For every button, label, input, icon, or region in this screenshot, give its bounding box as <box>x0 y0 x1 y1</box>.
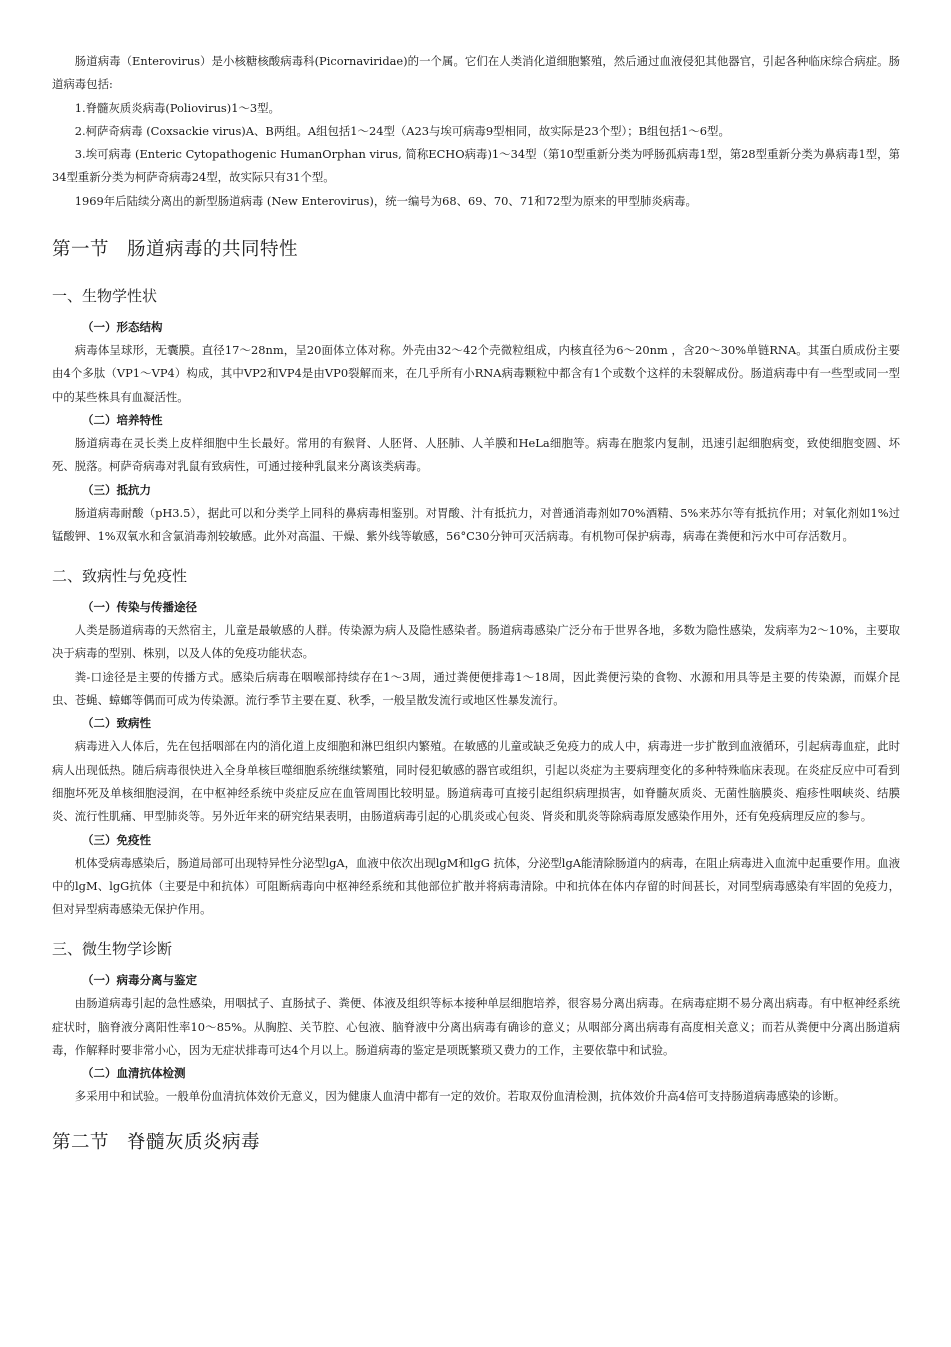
subheading-transmission: （一）传染与传播途径 <box>82 600 197 615</box>
paragraph-culture: 肠道病毒在灵长类上皮样细胞中生长最好。常用的有猴肾、人胚肾、人胚肺、人羊膜和HeLa细胞等。病毒在胞浆内复制，迅速引起细胞病变，致使细胞变圆、坏死、脱落。柯萨奇病毒对乳鼠有致病性，可通过接种乳鼠来分离该类病毒。 <box>52 435 900 474</box>
intro-list-item-coxsackie: 2.柯萨奇病毒 (Coxsackie virus)A、B两组。A组包括1～24型（A23与埃可病毒9型相同，故实际是23个型）；B组包括1～6型。 <box>74 123 730 138</box>
subheading-immunity: （三）免疫性 <box>82 832 151 847</box>
section-1-number: 第一节 <box>52 239 110 261</box>
intro-paragraph: 肠道病毒（Enterovirus）是小核糖核酸病毒科(Picornaviridae)的一个属。它们在人类消化道细胞繁殖，然后通过血液侵犯其他器官，引起各种临床综合病症。肠道病毒包括: <box>52 54 900 92</box>
section-1-title-text: 肠道病毒的共同特性 <box>127 239 299 261</box>
intro-new-enterovirus: 1969年后陆续分离出的新型肠道病毒 (New Enterovirus)，统一编号为68、69、70、71和72型为原来的甲型肺炎病毒。 <box>74 193 697 208</box>
part-2-heading: 二、致病性与免疫性 <box>52 567 188 586</box>
section-2-title <box>52 1130 900 1156</box>
intro-block <box>52 50 900 213</box>
subheading-serology: （二）血清抗体检测 <box>82 1066 186 1081</box>
intro-list-item-poliovirus: 1.脊髓灰质炎病毒(Poliovirus)1～3型。 <box>74 100 280 115</box>
paragraph-pathogenicity: 病毒进入人体后，先在包括咽部在内的消化道上皮细胞和淋巴组织内繁殖。在敏感的儿童或缺乏免疫力的成人中，病毒进一步扩散到血液循环，引起病毒血症，此时病人出现低热。随后病毒很快进入全身单核巨噬细胞系统继续繁殖，同时侵犯敏感的器官或组织，引起以炎症为主要病理变化的多种特殊临床表现。在炎症反应中可看到细胞坏死及单核细胞浸润，在中枢神经系统中炎症反应在血管周围比较明显。肠道病毒可直接引起组织病理损害，如脊髓灰质炎、无菌性脑膜炎、疱疹性咽峡炎、结膜炎、流行性肌痛、甲型肺炎等。另外近年来的研究结果表明，由肠道病毒引起的心肌炎或心包炎、肾炎和肌炎等除病毒原发感染作用外，还有免疫病理反应的参与。 <box>52 739 900 824</box>
paragraph-immunity: 机体受病毒感染后，肠道局部可出现特异性分泌型lgA，血液中依次出现lgM和lgG 抗体，分泌型lgA能清除肠道内的病毒，在阻止病毒进入血流中起重要作用。血液中的lgM、lgG抗体（主要是中和抗体）可阻断病毒向中枢神经系统和其他部位扩散并将病毒清除。中和抗体在体内存留的时间甚长，对同型病毒感染有牢固的免疫力，但对异型病毒感染无保护作用。 <box>52 855 900 917</box>
paragraph-serology: 多采用中和试验。一般单份血清抗体效价无意义，因为健康人血清中都有一定的效价。若取双份血清检测，抗体效价升高4倍可支持肠道病毒感染的诊断。 <box>74 1089 846 1104</box>
paragraph-transmission-b: 粪-口途径是主要的传播方式。感染后病毒在咽喉部持续存在1～3周，通过粪便便排毒1～18周，因此粪便污染的食物、水源和用具等是主要的传染源，而媒介昆虫、苍蝇、蟑螂等偶而可成为传染源。流行季节主要在夏、秋季，一般呈散发流行或地区性暴发流行。 <box>52 669 900 708</box>
subheading-resistance: （三）抵抗力 <box>82 482 151 497</box>
subheading-isolation: （一）病毒分离与鉴定 <box>82 973 197 988</box>
paragraph-transmission-a: 人类是肠道病毒的天然宿主，儿童是最敏感的人群。传染源为病人及隐性感染者。肠道病毒感染广泛分布于世界各地，多数为隐性感染，发病率为2～10%，主要取决于病毒的型别、株别，以及人体的免疫功能状态。 <box>52 623 900 661</box>
part-1-heading: 一、生物学性状 <box>52 287 158 306</box>
part-3-heading: 三、微生物学诊断 <box>52 940 173 959</box>
subheading-pathogenicity: （二）致病性 <box>82 716 151 731</box>
paragraph-isolation: 由肠道病毒引起的急性感染，用咽拭子、直肠拭子、粪便、体液及组织等标本接种单层细胞培养，很容易分离出病毒。在病毒症期不易分离出病毒。有中枢神经系统症状时，脑脊液分离阳性率10～85%。从胸腔、关节腔、心包液、脑脊液中分离出病毒有确诊的意义；从咽部分离出病毒有高度相关意义；而若从粪便中分离出肠道病毒，作解释时要非常小心，因为无症状排毒可达4个月以上。肠道病毒的鉴定是项既繁琐又费力的工作，主要依靠中和试验。 <box>52 996 900 1058</box>
paragraph-resistance: 肠道病毒耐酸（pH3.5），据此可以和分类学上同科的鼻病毒相鉴别。对胃酸、汁有抵抗力，对普通消毒剂如70%酒精、5%来苏尔等有抵抗作用；对氧化剂如1%过锰酸钾、1%双氧水和含氯消毒剂较敏感。此外对高温、干燥、紫外线等敏感，56°C30分钟可灭活病毒。有机物可保护病毒，病毒在粪便和污水中可存活数月。 <box>52 505 900 543</box>
subheading-culture: （二）培养特性 <box>82 412 163 427</box>
intro-list-item-echo: 3.埃可病毒 (Enteric Cytopathogenic HumanOrphan virus, 简称ECHO病毒)1～34型（第10型重新分类为呼肠孤病毒1型，第28型重新分类为鼻病毒1型，第34型重新分类为柯萨奇病毒24型，故实际只有31个型。 <box>52 147 900 185</box>
paragraph-morphology: 病毒体呈球形，无囊膜。直径17～28nm，呈20面体立体对称。外壳由32～42个壳微粒组成，内核直径为6～20nm ，含20～30%单链RNA。其蛋白质成份主要由4个多肽（VP1～VP4）构成，其中VP2和VP4是由VP0裂解而来，在几乎所有小RNA病毒颗粒中都含有1个或数个这样的未裂解成份。肠道病毒中有一些型或同一型中的某些株具有血凝活性。 <box>52 343 900 404</box>
section-2-title-text: 脊髓灰质炎病毒 <box>127 1131 261 1153</box>
subheading-morphology: （一）形态结构 <box>82 320 163 335</box>
document-page <box>52 50 900 1156</box>
section-1-title <box>52 237 900 263</box>
section-2-number: 第二节 <box>52 1131 110 1153</box>
